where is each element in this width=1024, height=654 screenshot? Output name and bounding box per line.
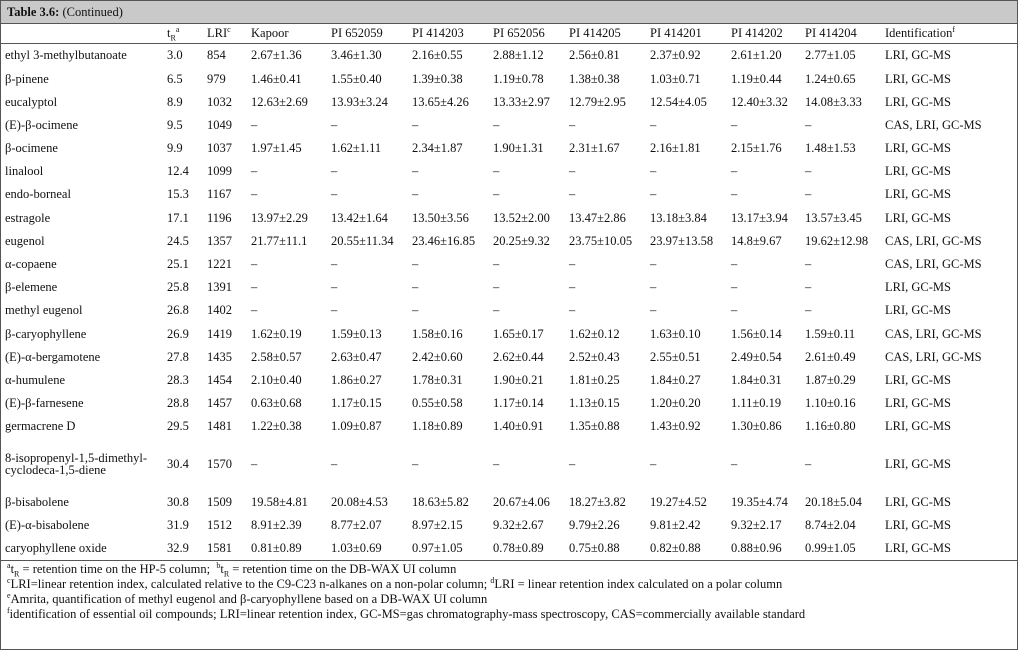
retention-time-cell: 25.1 — [167, 257, 189, 272]
table-row — [1, 369, 1017, 392]
value-cell: 1.59±0.11 — [805, 326, 856, 341]
retention-time-cell: 26.9 — [167, 326, 189, 341]
value-cell: 12.79±2.95 — [569, 94, 626, 109]
compound-cell: ethyl 3-methylbutanoate — [5, 48, 127, 63]
value-cell: – — [650, 187, 657, 202]
lri-cell: 1049 — [207, 117, 232, 132]
lri-cell: 1454 — [207, 372, 232, 387]
value-cell: 19.62±12.98 — [805, 233, 869, 248]
lri-cell: 1419 — [207, 326, 232, 341]
value-cell: – — [805, 117, 812, 132]
compound-cell: germacrene D — [5, 419, 76, 434]
value-cell: 23.75±10.05 — [569, 233, 633, 248]
identification-cell: LRI, GC-MS — [885, 187, 951, 202]
value-cell: 8.77±2.07 — [331, 517, 382, 532]
value-cell: – — [331, 257, 338, 272]
value-cell: – — [331, 187, 338, 202]
value-cell: 0.78±0.89 — [493, 540, 544, 555]
retention-time-cell: 9.5 — [167, 117, 183, 132]
value-cell: 9.32±2.67 — [493, 517, 544, 532]
value-cell: 2.16±1.81 — [650, 141, 701, 156]
value-cell: – — [493, 303, 500, 318]
value-cell: 2.56±0.81 — [569, 48, 620, 63]
table-row — [1, 114, 1017, 137]
table-row — [1, 322, 1017, 345]
header-pi414203: PI 414203 — [408, 24, 489, 44]
lri-cell: 979 — [207, 71, 226, 86]
value-cell: – — [805, 164, 812, 179]
value-cell: 1.59±0.13 — [331, 326, 382, 341]
value-cell: – — [251, 164, 258, 179]
value-cell: – — [331, 456, 338, 471]
header-identification: Identification$^f$ — [881, 24, 1017, 44]
value-cell: 2.42±0.60 — [412, 349, 463, 364]
footnote-e: $^e$Amrita, quantification of methyl eugenol and β-caryophyllene based on a DB-WAX UI column — [7, 590, 488, 606]
lri-cell: 1481 — [207, 419, 232, 434]
value-cell: – — [493, 187, 500, 202]
compound-cell: caryophyllene oxide — [5, 540, 107, 555]
value-cell: 1.03±0.69 — [331, 540, 382, 555]
value-cell: – — [650, 257, 657, 272]
value-cell: – — [251, 303, 258, 318]
value-cell: – — [569, 164, 576, 179]
compound-cell: endo-borneal — [5, 187, 71, 202]
value-cell: 19.35±4.74 — [731, 494, 788, 509]
value-cell: – — [493, 257, 500, 272]
table-row — [1, 253, 1017, 276]
value-cell: 20.18±5.04 — [805, 494, 862, 509]
value-cell: 1.39±0.38 — [412, 71, 463, 86]
value-cell: 1.24±0.65 — [805, 71, 856, 86]
value-cell: – — [650, 280, 657, 295]
value-cell: 2.62±0.44 — [493, 349, 544, 364]
compound-cell: eucalyptol — [5, 94, 58, 109]
retention-time-cell: 28.8 — [167, 396, 189, 411]
value-cell: 8.74±2.04 — [805, 517, 856, 532]
lri-cell: 1099 — [207, 164, 232, 179]
footnotes — [1, 560, 1017, 622]
table-row — [1, 438, 1017, 490]
value-cell: 2.16±0.55 — [412, 48, 463, 63]
value-cell: 13.50±3.56 — [412, 210, 469, 225]
table-row — [1, 160, 1017, 183]
value-cell: 9.81±2.42 — [650, 517, 701, 532]
header-pi652059: PI 652059 — [327, 24, 408, 44]
value-cell: 1.62±1.11 — [331, 141, 382, 156]
value-cell: 0.97±1.05 — [412, 540, 463, 555]
value-cell: 1.87±0.29 — [805, 372, 856, 387]
table-row — [1, 206, 1017, 229]
lri-cell: 1391 — [207, 280, 232, 295]
value-cell: 1.90±1.31 — [493, 141, 544, 156]
compound-cell: β-pinene — [5, 71, 49, 86]
retention-time-cell: 3.0 — [167, 48, 183, 63]
compound-cell: β-caryophyllene — [5, 326, 87, 341]
value-cell: 1.78±0.31 — [412, 372, 463, 387]
value-cell: – — [569, 303, 576, 318]
identification-cell: LRI, GC-MS — [885, 456, 951, 471]
value-cell: 2.58±0.57 — [251, 349, 302, 364]
value-cell: 13.93±3.24 — [331, 94, 388, 109]
value-cell: 12.63±2.69 — [251, 94, 308, 109]
lri-cell: 1167 — [207, 187, 232, 202]
value-cell: – — [493, 456, 500, 471]
value-cell: 1.90±0.21 — [493, 372, 544, 387]
compound-cell: linalool — [5, 164, 44, 179]
value-cell: 1.13±0.15 — [569, 396, 620, 411]
value-cell: – — [569, 117, 576, 132]
lri-cell: 1512 — [207, 517, 232, 532]
header-pi652056: PI 652056 — [489, 24, 565, 44]
value-cell: 2.37±0.92 — [650, 48, 701, 63]
table-row — [1, 345, 1017, 368]
identification-cell: LRI, GC-MS — [885, 210, 951, 225]
value-cell: 1.30±0.86 — [731, 419, 782, 434]
value-cell: 20.55±11.34 — [331, 233, 394, 248]
identification-cell: LRI, GC-MS — [885, 71, 951, 86]
value-cell: 0.55±0.58 — [412, 396, 463, 411]
value-cell: 3.46±1.30 — [331, 48, 382, 63]
value-cell: 2.52±0.43 — [569, 349, 620, 364]
table-row — [1, 230, 1017, 253]
value-cell: 1.97±1.45 — [251, 141, 302, 156]
value-cell: 14.8±9.67 — [731, 233, 782, 248]
value-cell: 8.91±2.39 — [251, 517, 302, 532]
compound-cell: β-ocimene — [5, 141, 58, 156]
value-cell: 2.10±0.40 — [251, 372, 302, 387]
value-cell: 13.65±4.26 — [412, 94, 469, 109]
value-cell: 9.32±2.17 — [731, 517, 782, 532]
value-cell: 20.67±4.06 — [493, 494, 550, 509]
value-cell: 13.42±1.64 — [331, 210, 388, 225]
value-cell: 2.55±0.51 — [650, 349, 701, 364]
header-kapoor: Kapoor — [247, 24, 327, 44]
value-cell: 13.57±3.45 — [805, 210, 862, 225]
value-cell: 19.27±4.52 — [650, 494, 707, 509]
value-cell: 1.65±0.17 — [493, 326, 544, 341]
value-cell: – — [731, 280, 738, 295]
retention-time-cell: 26.8 — [167, 303, 189, 318]
value-cell: 13.47±2.86 — [569, 210, 626, 225]
value-cell: – — [805, 257, 812, 272]
value-cell: – — [731, 456, 738, 471]
value-cell: 9.79±2.26 — [569, 517, 620, 532]
value-cell: – — [731, 187, 738, 202]
retention-time-cell: 24.5 — [167, 233, 189, 248]
value-cell: 2.63±0.47 — [331, 349, 382, 364]
retention-time-cell: 30.8 — [167, 494, 189, 509]
value-cell: 1.35±0.88 — [569, 419, 620, 434]
value-cell: 1.18±0.89 — [412, 419, 463, 434]
value-cell: 1.09±0.87 — [331, 419, 382, 434]
value-cell: 13.18±3.84 — [650, 210, 707, 225]
value-cell: – — [251, 280, 258, 295]
identification-cell: CAS, LRI, GC-MS — [885, 326, 982, 341]
value-cell: – — [569, 280, 576, 295]
value-cell: 2.61±0.49 — [805, 349, 856, 364]
header-lri: LRI$^c$ — [203, 24, 247, 44]
value-cell: 1.17±0.15 — [331, 396, 382, 411]
lri-cell: 1509 — [207, 494, 232, 509]
value-cell: – — [731, 117, 738, 132]
value-cell: 1.48±1.53 — [805, 141, 856, 156]
lri-cell: 1570 — [207, 456, 232, 471]
identification-cell: CAS, LRI, GC-MS — [885, 257, 982, 272]
value-cell: 13.33±2.97 — [493, 94, 550, 109]
value-cell: – — [805, 280, 812, 295]
value-cell: 2.49±0.54 — [731, 349, 782, 364]
footnote-cd: $^c$LRI=linear retention index, calculated relative to the C9-C23 n-alkanes on a non-polar column; $^d$LRI = linear retention index calculated on a polar column — [7, 575, 783, 591]
identification-cell: LRI, GC-MS — [885, 494, 951, 509]
footnote-f: $^f$identification of essential oil compounds; LRI=linear retention index, GC-MS=gas chromatography-mass spectroscopy, CAS=commercially available standard — [7, 605, 806, 621]
value-cell: – — [731, 164, 738, 179]
identification-cell: CAS, LRI, GC-MS — [885, 349, 982, 364]
value-cell: 1.46±0.41 — [251, 71, 302, 86]
compound-cell: α-copaene — [5, 257, 57, 272]
retention-time-cell: 8.9 — [167, 94, 183, 109]
value-cell: 2.34±1.87 — [412, 141, 463, 156]
value-cell: 12.40±3.32 — [731, 94, 788, 109]
identification-cell: LRI, GC-MS — [885, 372, 951, 387]
table-row — [1, 276, 1017, 299]
table-row — [1, 415, 1017, 438]
value-cell: 1.84±0.31 — [731, 372, 782, 387]
value-cell: 1.22±0.38 — [251, 419, 302, 434]
value-cell: – — [569, 456, 576, 471]
value-cell: 1.62±0.12 — [569, 326, 620, 341]
identification-cell: LRI, GC-MS — [885, 48, 951, 63]
value-cell: 1.56±0.14 — [731, 326, 782, 341]
retention-time-cell: 9.9 — [167, 141, 183, 156]
table-caption-suffix: (Continued) — [62, 5, 123, 19]
table-row — [1, 183, 1017, 206]
table-body — [1, 44, 1017, 560]
value-cell: – — [331, 280, 338, 295]
value-cell: 1.63±0.10 — [650, 326, 701, 341]
header-pi414204: PI 414204 — [801, 24, 881, 44]
lri-cell: 1457 — [207, 396, 232, 411]
value-cell: – — [731, 257, 738, 272]
table-row — [1, 513, 1017, 536]
header-pi414205: PI 414205 — [565, 24, 646, 44]
retention-time-cell: 31.9 — [167, 517, 189, 532]
value-cell: – — [805, 187, 812, 202]
value-cell: 2.31±1.67 — [569, 141, 620, 156]
value-cell: 13.17±3.94 — [731, 210, 788, 225]
value-cell: 13.52±2.00 — [493, 210, 550, 225]
table-caption — [1, 1, 1017, 24]
value-cell: 1.17±0.14 — [493, 396, 544, 411]
value-cell: 2.77±1.05 — [805, 48, 856, 63]
identification-cell: CAS, LRI, GC-MS — [885, 117, 982, 132]
value-cell: – — [493, 164, 500, 179]
lri-cell: 1581 — [207, 540, 232, 555]
value-cell: 1.19±0.78 — [493, 71, 544, 86]
retention-time-cell: 6.5 — [167, 71, 183, 86]
value-cell: 1.84±0.27 — [650, 372, 701, 387]
compound-cell: (E)-β-farnesene — [5, 396, 84, 411]
header-pi414202: PI 414202 — [727, 24, 801, 44]
table-row — [1, 90, 1017, 113]
compound-cell: β-elemene — [5, 280, 58, 295]
value-cell: – — [493, 280, 500, 295]
data-table — [1, 24, 1017, 560]
value-cell: – — [412, 456, 419, 471]
value-cell: – — [805, 456, 812, 471]
value-cell: – — [412, 164, 419, 179]
compound-cell: (E)-α-bergamotene — [5, 349, 101, 364]
identification-cell: CAS, LRI, GC-MS — [885, 233, 982, 248]
value-cell: 2.88±1.12 — [493, 48, 544, 63]
value-cell: – — [331, 303, 338, 318]
identification-cell: LRI, GC-MS — [885, 280, 951, 295]
compound-cell: eugenol — [5, 233, 45, 248]
value-cell: 1.43±0.92 — [650, 419, 701, 434]
retention-time-cell: 28.3 — [167, 372, 189, 387]
lri-cell: 854 — [207, 48, 226, 63]
value-cell: 2.67±1.36 — [251, 48, 302, 63]
value-cell: 20.25±9.32 — [493, 233, 550, 248]
compound-cell: 8-isopropenyl-1,5-dimethyl-cyclodeca-1,5-diene — [5, 450, 147, 478]
identification-cell: LRI, GC-MS — [885, 164, 951, 179]
value-cell: 18.27±3.82 — [569, 494, 626, 509]
lri-cell: 1037 — [207, 141, 232, 156]
value-cell: – — [569, 187, 576, 202]
value-cell: – — [650, 164, 657, 179]
value-cell: 8.97±2.15 — [412, 517, 463, 532]
header-pi414201: PI 414201 — [646, 24, 727, 44]
retention-time-cell: 27.8 — [167, 349, 189, 364]
table-row — [1, 67, 1017, 90]
value-cell: 1.20±0.20 — [650, 396, 701, 411]
value-cell: – — [412, 303, 419, 318]
identification-cell: LRI, GC-MS — [885, 419, 951, 434]
table-label: Table 3.6: — [7, 5, 60, 19]
value-cell: – — [331, 117, 338, 132]
value-cell: 18.63±5.82 — [412, 494, 469, 509]
value-cell: 23.46±16.85 — [412, 233, 476, 248]
value-cell: – — [650, 456, 657, 471]
value-cell: 19.58±4.81 — [251, 494, 308, 509]
value-cell: – — [251, 456, 258, 471]
value-cell: 14.08±3.33 — [805, 94, 862, 109]
header-tr: $t_R^a$ — [163, 24, 203, 44]
lri-cell: 1357 — [207, 233, 232, 248]
value-cell: – — [251, 117, 258, 132]
value-cell: 1.86±0.27 — [331, 372, 382, 387]
value-cell: 20.08±4.53 — [331, 494, 388, 509]
identification-cell: LRI, GC-MS — [885, 517, 951, 532]
value-cell: 0.63±0.68 — [251, 396, 302, 411]
retention-time-cell: 15.3 — [167, 187, 189, 202]
header-row — [1, 24, 1017, 44]
value-cell: 0.81±0.89 — [251, 540, 302, 555]
value-cell: 1.03±0.71 — [650, 71, 701, 86]
lri-cell: 1435 — [207, 349, 232, 364]
footnote-ab: $^at_R$ = retention time on the HP-5 column; $^bt_R$ = retention time on the DB-WAX UI column — [7, 560, 457, 579]
value-cell: 1.11±0.19 — [731, 396, 782, 411]
table-row — [1, 537, 1017, 560]
header-compound — [1, 24, 163, 44]
value-cell: 1.40±0.91 — [493, 419, 544, 434]
compound-cell: (E)-β-ocimene — [5, 117, 78, 132]
compound-cell: methyl eugenol — [5, 303, 83, 318]
value-cell: – — [650, 303, 657, 318]
value-cell: 1.16±0.80 — [805, 419, 856, 434]
value-cell: 0.75±0.88 — [569, 540, 620, 555]
value-cell: – — [251, 187, 258, 202]
retention-time-cell: 25.8 — [167, 280, 189, 295]
retention-time-cell: 12.4 — [167, 164, 189, 179]
table-row — [1, 392, 1017, 415]
value-cell: 1.10±0.16 — [805, 396, 856, 411]
value-cell: 12.54±4.05 — [650, 94, 707, 109]
identification-cell: LRI, GC-MS — [885, 303, 951, 318]
identification-cell: LRI, GC-MS — [885, 540, 951, 555]
lri-cell: 1032 — [207, 94, 232, 109]
compound-cell: (E)-α-bisabolene — [5, 517, 90, 532]
value-cell: 1.81±0.25 — [569, 372, 620, 387]
value-cell: 23.97±13.58 — [650, 233, 714, 248]
value-cell: 0.88±0.96 — [731, 540, 782, 555]
value-cell: – — [731, 303, 738, 318]
value-cell: – — [412, 280, 419, 295]
value-cell: – — [650, 117, 657, 132]
value-cell: – — [412, 117, 419, 132]
value-cell: 2.61±1.20 — [731, 48, 782, 63]
value-cell: 1.55±0.40 — [331, 71, 382, 86]
lri-cell: 1221 — [207, 257, 232, 272]
value-cell: 2.15±1.76 — [731, 141, 782, 156]
value-cell: 13.97±2.29 — [251, 210, 308, 225]
value-cell: – — [569, 257, 576, 272]
lri-cell: 1196 — [207, 210, 232, 225]
lri-cell: 1402 — [207, 303, 232, 318]
identification-cell: LRI, GC-MS — [885, 94, 951, 109]
value-cell: – — [805, 303, 812, 318]
identification-cell: LRI, GC-MS — [885, 141, 951, 156]
value-cell: 1.19±0.44 — [731, 71, 782, 86]
value-cell: 0.82±0.88 — [650, 540, 701, 555]
retention-time-cell: 29.5 — [167, 419, 189, 434]
value-cell: 1.38±0.38 — [569, 71, 620, 86]
table-row — [1, 44, 1017, 68]
retention-time-cell: 17.1 — [167, 210, 189, 225]
value-cell: 21.77±11.1 — [251, 233, 308, 248]
value-cell: 0.99±1.05 — [805, 540, 856, 555]
retention-time-cell: 30.4 — [167, 456, 189, 471]
compound-cell: estragole — [5, 210, 51, 225]
compound-cell: α-humulene — [5, 372, 66, 387]
value-cell: 1.58±0.16 — [412, 326, 463, 341]
retention-time-cell: 32.9 — [167, 540, 189, 555]
value-cell: – — [412, 187, 419, 202]
table-row — [1, 137, 1017, 160]
value-cell: – — [412, 257, 419, 272]
value-cell: – — [251, 257, 258, 272]
value-cell: – — [331, 164, 338, 179]
value-cell: 1.62±0.19 — [251, 326, 302, 341]
identification-cell: LRI, GC-MS — [885, 396, 951, 411]
table-row — [1, 299, 1017, 322]
compound-cell: β-bisabolene — [5, 494, 69, 509]
value-cell: – — [493, 117, 500, 132]
table-row — [1, 490, 1017, 513]
